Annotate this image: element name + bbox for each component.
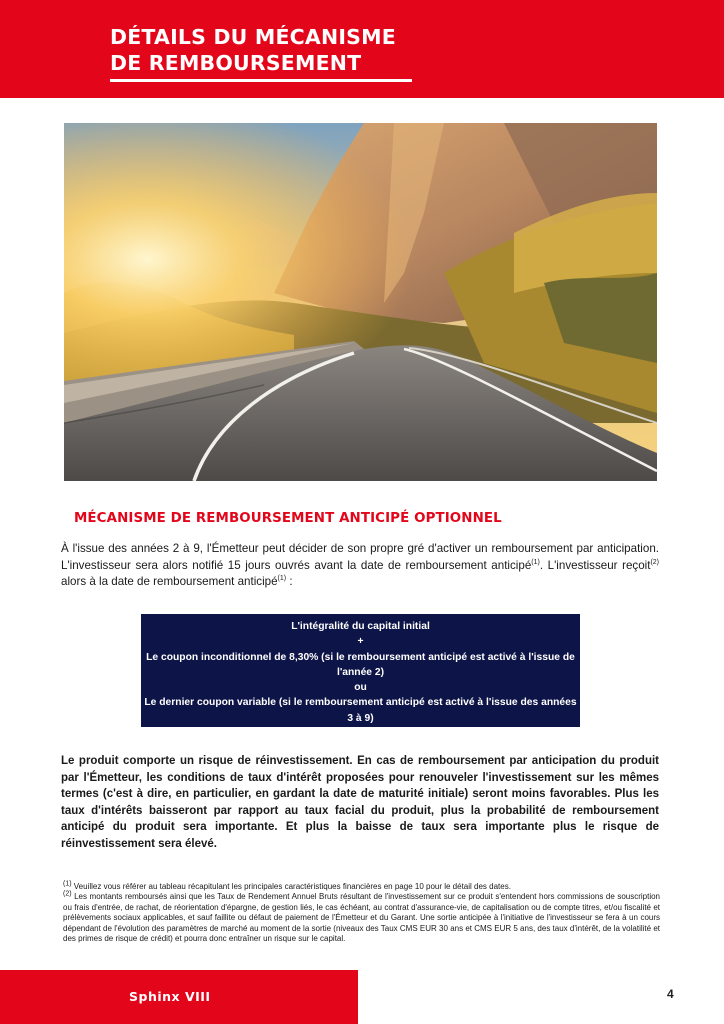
page-title-line1: DÉTAILS DU MÉCANISME <box>110 25 396 49</box>
box-line-capital: L'intégralité du capital initial <box>291 621 430 632</box>
repayment-summary-box <box>141 614 580 727</box>
page-footer <box>0 970 358 1024</box>
footnote-2-mark: (2) <box>63 890 72 898</box>
footnote-ref-2: (2) <box>650 558 660 566</box>
box-or: ou <box>354 682 367 694</box>
footnote-ref-1: (1) <box>531 558 540 566</box>
intro-text-2: . L'investisseur reçoit <box>539 558 651 572</box>
page-header <box>0 0 724 98</box>
reinvestment-risk-paragraph: Le produit comporte un risque de réinvestissement. En cas de remboursement par anticipation du produit par l'Émetteur, les conditions de taux d'intérêt proposées pour renouveler l'investissement sur les mêmes termes (c'est à dire, en particulier, en gardant la date de maturité initiale) seront moins favorables. Plus les taux d'intérêts baisseront par rapport au taux facial du produit, plus la probabilité de remboursement anticipé du produit sera importante. Et plus la baisse de taux sera importante plus le risque de réinvestissement sera élevé. <box>61 755 659 850</box>
footnote-2-text: Les montants remboursés ainsi que les Taux de Rendement Annuel Bruts résultant de l'investissement sur ce produit s'entendent hors commissions de souscription ou frais d'entrée, de rachat, de réorientation d'épargne, de gestion liés, le cas échéant, au contrat d'assurance-vie, de capitalisation ou de compte titres, et/ou fiscalité et prélèvements sociaux applicables, et sauf faillite ou défaut de paiement de l'Émetteur et du Garant. Une sortie anticipée à l'initiative de l'investisseur se fera à un cours dépendant de l'évolution des paramètres de marché au moment de la sortie (niveaux des Taux CMS EUR 30 ans et CMS EUR 5 ans, des taux d'intérêt, de la volatilité et des primes de risque de crédit) et pourra donc entraîner un risque sur le capital. <box>63 892 660 944</box>
section-title: MÉCANISME DE REMBOURSEMENT ANTICIPÉ OPTIONNEL <box>74 511 502 526</box>
page-number: 4 <box>667 987 674 1001</box>
title-underline <box>110 79 412 82</box>
page-title <box>110 24 396 76</box>
footnote-1-mark: (1) <box>63 880 72 888</box>
box-line-variable-coupon: Le dernier coupon variable (si le remboursement anticipé est activé à l'issue des années 3 à 9) <box>144 697 577 724</box>
footnote-ref-3: (1) <box>277 575 287 583</box>
intro-text-1: À l'issue des années 2 à 9, l'Émetteur peut décider de son propre gré d'activer un remboursement par anticipation. L'investisseur sera alors notifié 15 jours ouvrés avant la date de remboursement anticipé <box>61 542 659 572</box>
box-plus: + <box>357 636 364 648</box>
intro-text-4: : <box>286 575 293 588</box>
box-line-coupon: Le coupon inconditionnel de 8,30% (si le remboursement anticipé est activé à l'issue de l'année 2) <box>146 651 575 678</box>
mountain-road-photo <box>64 123 657 481</box>
footnote-1-text: Veuillez vous référer au tableau récapitulant les principales caractéristiques financières en page 10 pour le détail des dates. <box>71 882 511 891</box>
footnote-1 <box>63 882 660 892</box>
intro-paragraph <box>61 541 659 591</box>
page-title-line2: DE REMBOURSEMENT <box>110 51 362 75</box>
footnotes <box>63 882 660 944</box>
footnote-2 <box>63 892 660 944</box>
intro-text-3: alors à la date de remboursement anticipé <box>61 575 278 588</box>
product-name: Sphinx VIII <box>129 989 211 1004</box>
